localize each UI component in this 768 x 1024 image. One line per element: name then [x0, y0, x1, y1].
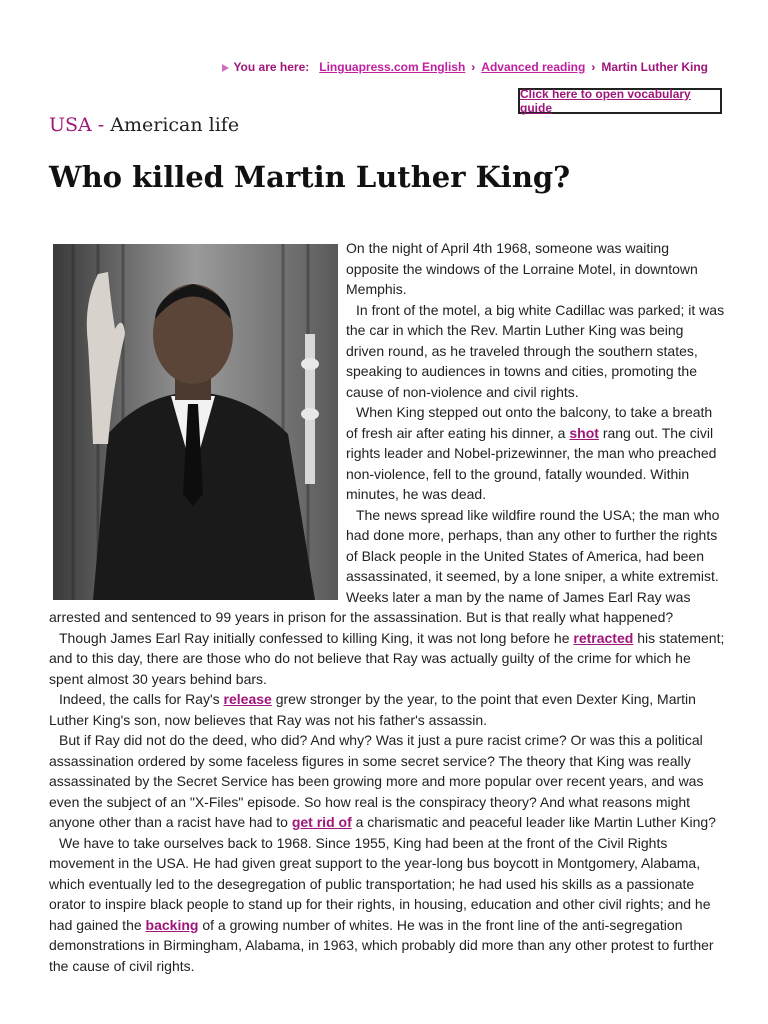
paragraph-text: of a growing number of whites. He was in the front line of the anti-segregation demonstrations in Birmingham, Alabama, in 1963, which probably did more than any other protest to further the cause of civil rights.: [49, 916, 714, 974]
paragraph-text: a charismatic and peaceful leader like Martin Luther King?: [355, 814, 716, 830]
section-country: USA -: [49, 114, 105, 136]
vocabulary-guide-box: [518, 88, 722, 114]
breadcrumb-prefix: You are here:: [233, 60, 310, 74]
breadcrumb: [222, 60, 708, 74]
vocab-link-backing[interactable]: backing: [145, 916, 199, 933]
breadcrumb-current: Martin Luther King: [601, 60, 708, 74]
paragraph-text: Indeed, the calls for Ray's: [59, 691, 220, 707]
section-topic: American life: [110, 114, 240, 136]
article-body: [49, 238, 725, 976]
article-paragraph: [49, 689, 725, 730]
paragraph-text: But if Ray did not do the deed, who did? And why? Was it just a pure racist crime? Or was this a political assassination ordered by some faceless figures in some secret service? The theory that King was really assassinated by the Secret Service has been growing more and more popular over recent years, and was even the subject of an "X-Files" episode. So how real is the conspiracy theory? And what reasons might anyone other than a racist have had to: [49, 732, 704, 830]
breadcrumb-separator: ›: [471, 60, 476, 74]
breadcrumb-link-advanced-reading[interactable]: Advanced reading: [481, 60, 586, 74]
article-paragraph: In front of the motel, a big white Cadillac was parked; it was the car in which the Rev. Martin Luther King was being driven round, as he traveled through the southern states, speaking to audiences in towns and cities, promoting the cause of non-violence and civil rights.: [346, 301, 725, 400]
paragraph-text: grew stronger by the year, to the point that even Dexter King, Martin Luther King's son, now believes that Ray was not his father's assassin.: [49, 691, 696, 728]
section-heading: [49, 114, 239, 136]
breadcrumb-separator: ›: [591, 60, 596, 74]
paragraph-text: We have to take ourselves back to 1968. Since 1955, King had been at the front of the Civil Rights movement in the USA. He had given great support to the year-long bus boycott in Montgomery, Alabama, which eventually led to the desegregation of public transportation; he had used his skills as a passionate orator to inspire black people to stand up for their rights, in housing, education and other civil rights; and he had gained the: [49, 834, 711, 933]
breadcrumb-link-home[interactable]: Linguapress.com English: [319, 60, 466, 74]
article-paragraph: [49, 628, 725, 690]
vocab-link-retracted[interactable]: retracted: [573, 629, 634, 646]
article-paragraph: The news spread like wildfire round the USA; the man who had done more, perhaps, than any other to further the rights of Black people in the United States of America, had been assassinated, it seemed, by a lone sniper, a white extremist. Weeks later a man by the name of James Earl Ray was arrested and sentenced to 99 years in prison for the assassination. But is that really what happened?: [49, 506, 720, 625]
paragraph-text: rang out. The civil rights leader and Nobel-prizewinner, the man who preached non-violence, fell to the ground, fatally wounded. Within minutes, he was dead.: [346, 424, 717, 502]
portrait-photo: [53, 244, 338, 600]
vocab-link-release[interactable]: release: [223, 691, 272, 707]
article-paragraph: [49, 730, 725, 833]
page-title: Who killed Martin Luther King?: [49, 160, 571, 194]
article-paragraph: [49, 833, 725, 977]
vocab-link-get-rid-of[interactable]: get rid of: [291, 814, 352, 830]
vocab-link-shot[interactable]: shot: [569, 424, 599, 441]
vocabulary-guide-link[interactable]: Click here to open vocabulary guide: [520, 87, 691, 115]
paragraph-text: his statement; and to this day, there are those who do not believe that Ray was actually guilty of the crime for which he spent almost 30 years behind bars.: [49, 629, 725, 687]
portrait-illustration: [53, 244, 338, 600]
article-paragraph: On the night of April 4th 1968, someone was waiting opposite the windows of the Lorraine Motel, in downtown Memphis.: [346, 240, 698, 297]
triangle-right-icon: [222, 64, 229, 72]
paragraph-text: Though James Earl Ray initially confessed to killing King, it was not long before he: [59, 629, 570, 646]
paragraph-text: When King stepped out onto the balcony, to take a breath of fresh air after eating his dinner, a: [346, 404, 713, 441]
